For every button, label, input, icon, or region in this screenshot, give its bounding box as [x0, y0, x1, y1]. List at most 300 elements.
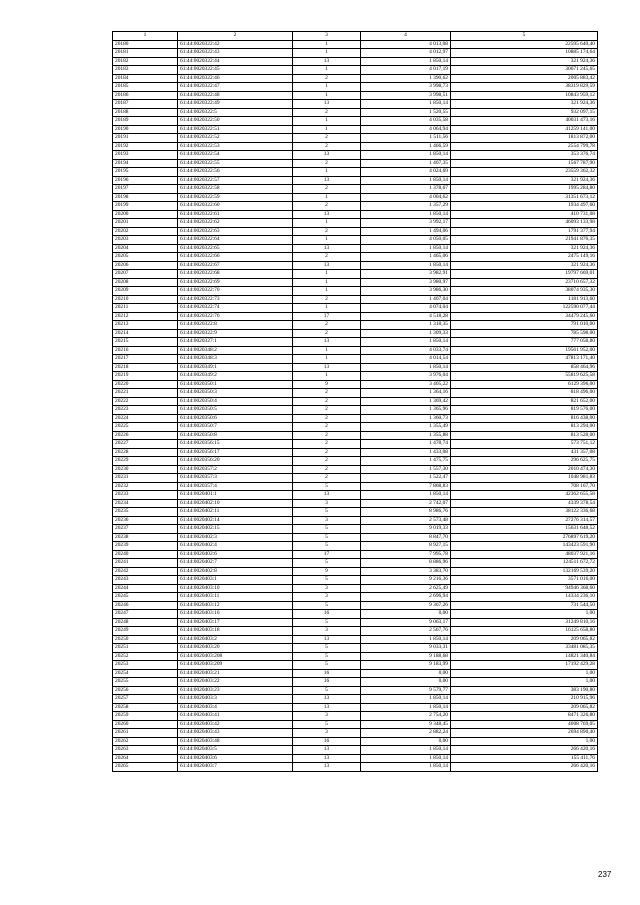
- cadastral-number-cell: 61:44:0020322:62: [178, 219, 293, 228]
- row-number-cell: 20211: [113, 304, 178, 313]
- column-header-5: 5: [451, 32, 598, 41]
- cadastral-number-cell: 61:44:0020322:68: [178, 270, 293, 279]
- row-number-cell: 20193: [113, 151, 178, 160]
- cadastral-value-cell: 1,00: [451, 669, 598, 678]
- row-number-cell: 20245: [113, 593, 178, 602]
- group-cell: 2: [293, 185, 361, 194]
- row-number-cell: 20217: [113, 355, 178, 364]
- cadastral-number-cell: 61:44:0020402:8: [178, 567, 293, 576]
- row-number-cell: 20241: [113, 559, 178, 568]
- table-row: [113, 482, 598, 491]
- table-row: [113, 100, 598, 109]
- unit-value-cell: 1 357,29: [361, 202, 451, 211]
- cadastral-number-cell: 61:44:0020403:18: [178, 627, 293, 636]
- table-row: [113, 703, 598, 712]
- cadastral-number-cell: 61:44:0020402:4: [178, 542, 293, 551]
- group-cell: 2: [293, 321, 361, 330]
- group-cell: 1: [293, 168, 361, 177]
- cadastral-value-cell: 48037 921,16: [451, 550, 598, 559]
- unit-value-cell: 3 986,30: [361, 287, 451, 296]
- row-number-cell: 20231: [113, 474, 178, 483]
- cadastral-number-cell: 61:44:0020402:15: [178, 525, 293, 534]
- cadastral-number-cell: 61:44:0020403:4: [178, 703, 293, 712]
- cadastral-number-cell: 61:44:0020357:3: [178, 474, 293, 483]
- group-cell: 5: [293, 508, 361, 517]
- group-cell: 3: [293, 499, 361, 508]
- unit-value-cell: 1 850,14: [361, 635, 451, 644]
- group-cell: 13: [293, 244, 361, 253]
- cadastral-value-cell: 34479 245,60: [451, 312, 598, 321]
- group-cell: 16: [293, 678, 361, 687]
- row-number-cell: 20254: [113, 669, 178, 678]
- cadastral-value-cell: 813 528,00: [451, 431, 598, 440]
- row-number-cell: 20188: [113, 108, 178, 117]
- cadastral-number-cell: 61:44:0020356:15: [178, 440, 293, 449]
- table-row: [113, 66, 598, 75]
- group-cell: 3: [293, 516, 361, 525]
- cadastral-value-cell: 819 576,00: [451, 406, 598, 415]
- cadastral-value-cell: 1995 284,80: [451, 185, 598, 194]
- row-number-cell: 20233: [113, 491, 178, 500]
- group-cell: 16: [293, 610, 361, 619]
- row-number-cell: 20191: [113, 134, 178, 143]
- row-number-cell: 20248: [113, 618, 178, 627]
- cadastral-number-cell: 61:44:0020322:45: [178, 66, 293, 75]
- cadastral-number-cell: 61:44:0020403:208: [178, 652, 293, 661]
- group-cell: 2: [293, 457, 361, 466]
- table-row: [113, 176, 598, 185]
- table-row: [113, 108, 598, 117]
- cadastral-number-cell: 61:44:0020402:10: [178, 499, 293, 508]
- row-number-cell: 20206: [113, 261, 178, 270]
- unit-value-cell: 1 511,56: [361, 134, 451, 143]
- cadastral-value-cell: 321 924,36: [451, 244, 598, 253]
- unit-value-cell: 9 367,26: [361, 601, 451, 610]
- table-row: [113, 397, 598, 406]
- cadastral-number-cell: 61:44:0020322:74: [178, 304, 293, 313]
- table-row: [113, 576, 598, 585]
- cadastral-value-cell: 791 010,00: [451, 321, 598, 330]
- unit-value-cell: 4 013,08: [361, 40, 451, 49]
- table-row: [113, 550, 598, 559]
- unit-value-cell: 1 850,14: [361, 703, 451, 712]
- cadastral-number-cell: 61:44:0020322:48: [178, 91, 293, 100]
- cadastral-number-cell: 61:44:0020322:59: [178, 193, 293, 202]
- group-cell: 2: [293, 440, 361, 449]
- unit-value-cell: 1 364,16: [361, 389, 451, 398]
- cadastral-value-cell: 410 731,08: [451, 210, 598, 219]
- table-row: [113, 355, 598, 364]
- group-cell: 1: [293, 355, 361, 364]
- unit-value-cell: 0,00: [361, 669, 451, 678]
- cadastral-value-cell: 210 915,96: [451, 695, 598, 704]
- unit-value-cell: 7 995,78: [361, 550, 451, 559]
- row-number-cell: 20189: [113, 117, 178, 126]
- cadastral-number-cell: 61:44:0020350:5: [178, 406, 293, 415]
- row-number-cell: 20256: [113, 686, 178, 695]
- page-number: 237: [598, 870, 612, 879]
- table-row: [113, 287, 598, 296]
- row-number-cell: 20252: [113, 652, 178, 661]
- group-cell: 13: [293, 695, 361, 704]
- row-number-cell: 20201: [113, 219, 178, 228]
- unit-value-cell: 8 927,15: [361, 542, 451, 551]
- group-cell: 1: [293, 117, 361, 126]
- cadastral-value-cell: 124511 672,72: [451, 559, 598, 568]
- unit-value-cell: 4 012,97: [361, 49, 451, 58]
- table-row: [113, 125, 598, 134]
- row-number-cell: 20181: [113, 49, 178, 58]
- group-cell: 13: [293, 151, 361, 160]
- cadastral-value-cell: 41259 141,00: [451, 125, 598, 134]
- cadastral-number-cell: 61:44:0020322:46: [178, 74, 293, 83]
- group-cell: 1: [293, 193, 361, 202]
- table-row: [113, 83, 598, 92]
- table-row: [113, 686, 598, 695]
- cadastral-value-cell: 2010 474,30: [451, 465, 598, 474]
- unit-value-cell: 1 850,14: [361, 261, 451, 270]
- unit-value-cell: 1 365,96: [361, 406, 451, 415]
- unit-value-cell: 1 850,14: [361, 754, 451, 763]
- cadastral-value-cell: 353 376,74: [451, 151, 598, 160]
- unit-value-cell: 1 850,14: [361, 100, 451, 109]
- column-header-4: 4: [361, 32, 451, 41]
- unit-value-cell: 1 360,73: [361, 414, 451, 423]
- table-row: [113, 202, 598, 211]
- group-cell: 5: [293, 559, 361, 568]
- table-row: [113, 168, 598, 177]
- unit-value-cell: 1 475,75: [361, 457, 451, 466]
- table-row: [113, 117, 598, 126]
- unit-value-cell: 8 886,96: [361, 559, 451, 568]
- unit-value-cell: 1 850,14: [361, 244, 451, 253]
- unit-value-cell: 4 064,94: [361, 125, 451, 134]
- table-row: [113, 542, 598, 551]
- group-cell: 13: [293, 210, 361, 219]
- unit-value-cell: 1 494,06: [361, 227, 451, 236]
- cadastral-value-cell: 3571 016,00: [451, 576, 598, 585]
- cadastral-number-cell: 61:44:0020403:16: [178, 610, 293, 619]
- group-cell: 1: [293, 372, 361, 381]
- row-number-cell: 20186: [113, 91, 178, 100]
- row-number-cell: 20246: [113, 601, 178, 610]
- table-row: [113, 244, 598, 253]
- cadastral-number-cell: 61:44:0020322:66: [178, 253, 293, 262]
- unit-value-cell: 3 992,17: [361, 219, 451, 228]
- group-cell: 3: [293, 729, 361, 738]
- cadastral-number-cell: 61:44:0020322:49: [178, 100, 293, 109]
- group-cell: 13: [293, 338, 361, 347]
- cadastral-value-cell: 1813 872,00: [451, 134, 598, 143]
- cadastral-value-cell: 23710 657,32: [451, 278, 598, 287]
- cadastral-number-cell: 61:44:0020322:50: [178, 117, 293, 126]
- cadastral-value-cell: 31249 810,16: [451, 618, 598, 627]
- row-number-cell: 20237: [113, 525, 178, 534]
- cadastral-number-cell: 61:44:0020322:58: [178, 185, 293, 194]
- group-cell: 2: [293, 74, 361, 83]
- table-row: [113, 134, 598, 143]
- cadastral-value-cell: 2554 799,78: [451, 142, 598, 151]
- cadastral-value-cell: 30671 245,65: [451, 66, 598, 75]
- cadastral-number-cell: 61:44:0020350:4: [178, 397, 293, 406]
- cadastral-number-cell: 61:44:0020322:51: [178, 125, 293, 134]
- table-row: [113, 278, 598, 287]
- row-number-cell: 20213: [113, 321, 178, 330]
- cadastral-number-cell: 61:44:0020403:42: [178, 720, 293, 729]
- table-row: [113, 236, 598, 245]
- row-number-cell: 20263: [113, 746, 178, 755]
- cadastral-value-cell: 321 924,36: [451, 57, 598, 66]
- group-cell: 1: [293, 346, 361, 355]
- cadastral-value-cell: 40031 473,16: [451, 117, 598, 126]
- row-number-cell: 20242: [113, 567, 178, 576]
- data-table: [112, 31, 598, 772]
- cadastral-number-cell: 61:44:0020356:17: [178, 448, 293, 457]
- table-row: [113, 253, 598, 262]
- group-cell: 5: [293, 482, 361, 491]
- cadastral-number-cell: 61:44:0020322:53: [178, 142, 293, 151]
- cadastral-value-cell: 1934 497,60: [451, 202, 598, 211]
- table-row: [113, 406, 598, 415]
- cadastral-number-cell: 61:44:0020322:52: [178, 134, 293, 143]
- cadastral-number-cell: 61:44:0020327:1: [178, 338, 293, 347]
- group-cell: 2: [293, 406, 361, 415]
- row-number-cell: 20236: [113, 516, 178, 525]
- cadastral-number-cell: 61:44:0020322:57: [178, 176, 293, 185]
- group-cell: 5: [293, 533, 361, 542]
- cadastral-value-cell: 1567 787,90: [451, 159, 598, 168]
- table-row: [113, 431, 598, 440]
- table-row: [113, 712, 598, 721]
- row-number-cell: 20234: [113, 499, 178, 508]
- unit-value-cell: 3 976,04: [361, 372, 451, 381]
- cadastral-value-cell: 296 625,75: [451, 457, 598, 466]
- unit-value-cell: 2 573,48: [361, 516, 451, 525]
- group-cell: 5: [293, 652, 361, 661]
- group-cell: 3: [293, 627, 361, 636]
- cadastral-number-cell: 61:44:0020403:48: [178, 737, 293, 746]
- table-row: [113, 678, 598, 687]
- unit-value-cell: 3 982,91: [361, 270, 451, 279]
- cadastral-number-cell: 61:44:0020401:1: [178, 491, 293, 500]
- cadastral-value-cell: 1,00: [451, 610, 598, 619]
- unit-value-cell: 1 520,55: [361, 108, 451, 117]
- group-cell: 1: [293, 40, 361, 49]
- cadastral-number-cell: 61:44:0020322:42: [178, 40, 293, 49]
- table-row: [113, 491, 598, 500]
- unit-value-cell: 1 407,04: [361, 295, 451, 304]
- group-cell: 2: [293, 431, 361, 440]
- group-cell: 5: [293, 644, 361, 653]
- cadastral-value-cell: 816 438,00: [451, 414, 598, 423]
- row-number-cell: 20194: [113, 159, 178, 168]
- row-number-cell: 20243: [113, 576, 178, 585]
- table-row: [113, 720, 598, 729]
- cadastral-number-cell: 61:44:0020403:17: [178, 618, 293, 627]
- group-cell: 1: [293, 278, 361, 287]
- group-cell: 3: [293, 584, 361, 593]
- row-number-cell: 20230: [113, 465, 178, 474]
- cadastral-number-cell: 61:44:0020403:23: [178, 686, 293, 695]
- cadastral-value-cell: 276897 619,20: [451, 533, 598, 542]
- table-row: [113, 227, 598, 236]
- unit-value-cell: 1 309,33: [361, 329, 451, 338]
- unit-value-cell: 1 850,14: [361, 338, 451, 347]
- row-number-cell: 20219: [113, 372, 178, 381]
- cadastral-value-cell: 31351 673,12: [451, 193, 598, 202]
- table-row: [113, 533, 598, 542]
- unit-value-cell: 2 882,24: [361, 729, 451, 738]
- row-number-cell: 20198: [113, 193, 178, 202]
- row-number-cell: 20196: [113, 176, 178, 185]
- table-row: [113, 40, 598, 49]
- row-number-cell: 20183: [113, 66, 178, 75]
- cadastral-value-cell: 8471 326,80: [451, 712, 598, 721]
- cadastral-number-cell: 61:44:0020322:44: [178, 57, 293, 66]
- group-cell: 2: [293, 108, 361, 117]
- unit-value-cell: 1 850,14: [361, 763, 451, 772]
- unit-value-cell: 4 004,62: [361, 193, 451, 202]
- cadastral-value-cell: 785 598,00: [451, 329, 598, 338]
- table-row: [113, 516, 598, 525]
- table-row: [113, 312, 598, 321]
- table-row: [113, 363, 598, 372]
- cadastral-number-cell: 61:44:0020322:55: [178, 159, 293, 168]
- row-number-cell: 20253: [113, 661, 178, 670]
- table-row: [113, 321, 598, 330]
- cadastral-number-cell: 61:44:0020403:10: [178, 584, 293, 593]
- row-number-cell: 20216: [113, 346, 178, 355]
- unit-value-cell: 2 567,76: [361, 627, 451, 636]
- row-number-cell: 20239: [113, 542, 178, 551]
- row-number-cell: 20257: [113, 695, 178, 704]
- table-row: [113, 465, 598, 474]
- cadastral-number-cell: 61:44:0020322:67: [178, 261, 293, 270]
- cadastral-number-cell: 61:44:0020348:3: [178, 355, 293, 364]
- row-number-cell: 20244: [113, 584, 178, 593]
- group-cell: 1: [293, 304, 361, 313]
- group-cell: 2: [293, 227, 361, 236]
- table-row: [113, 142, 598, 151]
- table-body: [113, 40, 598, 771]
- group-cell: 5: [293, 542, 361, 551]
- table-row: [113, 329, 598, 338]
- table-row: [113, 57, 598, 66]
- unit-value-cell: 9 579,77: [361, 686, 451, 695]
- cadastral-value-cell: 155 411,76: [451, 754, 598, 763]
- row-number-cell: 20250: [113, 635, 178, 644]
- row-number-cell: 20187: [113, 100, 178, 109]
- cadastral-value-cell: 813 294,00: [451, 423, 598, 432]
- cadastral-number-cell: 61:44:0020322:5: [178, 108, 293, 117]
- table-row: [113, 746, 598, 755]
- cadastral-value-cell: 1048 981,83: [451, 474, 598, 483]
- unit-value-cell: 1 850,14: [361, 695, 451, 704]
- cadastral-number-cell: 61:44:0020322:61: [178, 210, 293, 219]
- cadastral-value-cell: 818 496,00: [451, 389, 598, 398]
- group-cell: 13: [293, 754, 361, 763]
- table-row: [113, 559, 598, 568]
- group-cell: 13: [293, 746, 361, 755]
- unit-value-cell: 2 696,94: [361, 593, 451, 602]
- group-cell: 2: [293, 474, 361, 483]
- table-row: [113, 159, 598, 168]
- row-number-cell: 20255: [113, 678, 178, 687]
- group-cell: 3: [293, 593, 361, 602]
- table-row: [113, 304, 598, 313]
- table-row: [113, 74, 598, 83]
- cadastral-value-cell: 47813 171,40: [451, 355, 598, 364]
- group-cell: 2: [293, 295, 361, 304]
- unit-value-cell: 1 478,74: [361, 440, 451, 449]
- unit-value-cell: 1 557,30: [361, 465, 451, 474]
- cadastral-value-cell: 22595 640,40: [451, 40, 598, 49]
- group-cell: 2: [293, 253, 361, 262]
- unit-value-cell: 2 742,07: [361, 499, 451, 508]
- row-number-cell: 20221: [113, 389, 178, 398]
- cadastral-value-cell: 16125 658,80: [451, 627, 598, 636]
- unit-value-cell: 1 369,42: [361, 397, 451, 406]
- cadastral-number-cell: 61:44:0020402:14: [178, 516, 293, 525]
- cadastral-value-cell: 46093 133,98: [451, 219, 598, 228]
- unit-value-cell: 9 019,33: [361, 525, 451, 534]
- cadastral-value-cell: 143423 591,90: [451, 542, 598, 551]
- unit-value-cell: 1 850,14: [361, 363, 451, 372]
- cadastral-number-cell: 61:44:0020357:4: [178, 482, 293, 491]
- row-number-cell: 20218: [113, 363, 178, 372]
- row-number-cell: 20260: [113, 720, 178, 729]
- group-cell: 2: [293, 159, 361, 168]
- cadastral-value-cell: 321 924,36: [451, 261, 598, 270]
- cadastral-number-cell: 61:44:0020403:7: [178, 763, 293, 772]
- row-number-cell: 20185: [113, 83, 178, 92]
- cadastral-number-cell: 61:44:0020322:8: [178, 321, 293, 330]
- table-row: [113, 210, 598, 219]
- group-cell: 1: [293, 83, 361, 92]
- group-cell: 5: [293, 601, 361, 610]
- row-number-cell: 20210: [113, 295, 178, 304]
- unit-value-cell: 1 850,14: [361, 176, 451, 185]
- cadastral-value-cell: 209 065,82: [451, 635, 598, 644]
- row-number-cell: 20238: [113, 533, 178, 542]
- row-number-cell: 20229: [113, 457, 178, 466]
- cadastral-number-cell: 61:44:0020350:8: [178, 431, 293, 440]
- table-row: [113, 584, 598, 593]
- unit-value-cell: 3 998,73: [361, 83, 451, 92]
- table-row: [113, 474, 598, 483]
- group-cell: 1: [293, 49, 361, 58]
- table-row: [113, 295, 598, 304]
- row-number-cell: 20225: [113, 423, 178, 432]
- cadastral-value-cell: 27276 314,57: [451, 516, 598, 525]
- cadastral-number-cell: 61:44:0020322:64: [178, 236, 293, 245]
- unit-value-cell: 1 355,49: [361, 423, 451, 432]
- group-cell: 1: [293, 66, 361, 75]
- cadastral-value-cell: 777 058,80: [451, 338, 598, 347]
- table-row: [113, 338, 598, 347]
- unit-value-cell: 1 465,06: [361, 253, 451, 262]
- row-number-cell: 20184: [113, 74, 178, 83]
- row-number-cell: 20232: [113, 482, 178, 491]
- cadastral-value-cell: 19797 669,01: [451, 270, 598, 279]
- cadastral-number-cell: 61:44:0020350:3: [178, 389, 293, 398]
- unit-value-cell: 8 847,70: [361, 533, 451, 542]
- table-row: [113, 601, 598, 610]
- group-cell: 1: [293, 125, 361, 134]
- group-cell: 17: [293, 312, 361, 321]
- table-row: [113, 567, 598, 576]
- unit-value-cell: 9 348,45: [361, 720, 451, 729]
